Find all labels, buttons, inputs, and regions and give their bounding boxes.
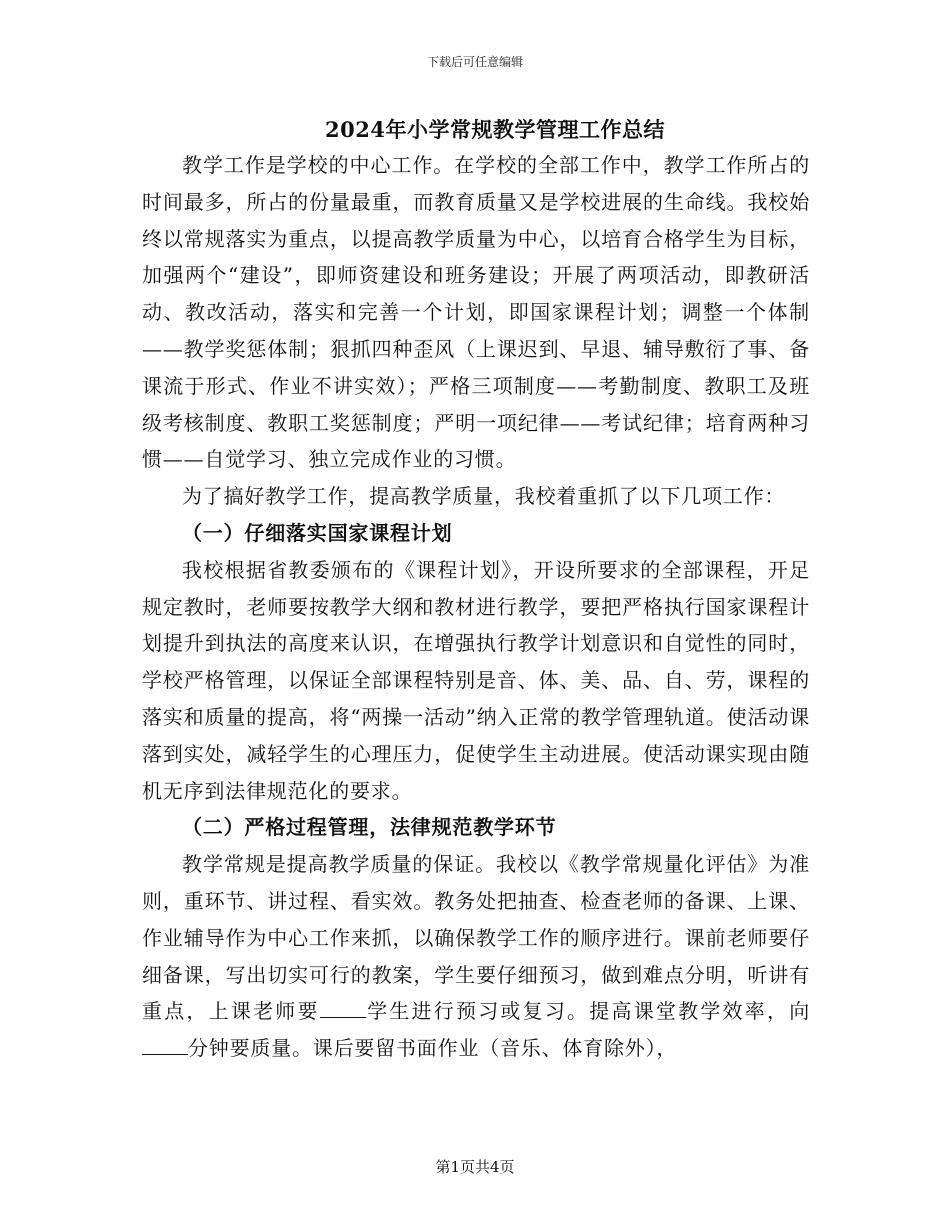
fill-in-blank bbox=[320, 997, 366, 1018]
section-2-paragraph bbox=[142, 846, 810, 1067]
page-number: 第1页共4页 bbox=[435, 1158, 515, 1176]
header-note: 下载后可任意编辑 bbox=[426, 55, 523, 69]
section-2-text-part2: 学生进行预习或复习。提高课堂教学效率，向 bbox=[365, 999, 810, 1024]
section-2-text-part3: 分钟要质量。课后要留书面作业（音乐、体育除外）， bbox=[188, 1036, 678, 1061]
section-1-heading: （一）仔细落实国家课程计划 bbox=[182, 520, 453, 545]
section-2-text-part1: 教学常规是提高教学质量的保证。我校以《教学常规量化评估》为准则，重环节、讲过程、看实效。教务处把抽查、检查老师的备课、上课、作业辅导作为中心工作来抓，以确保教学工作的顺序进行。课前老师要仔细备课，写出切实可行的教案，学生要仔细预习，做到难点分明，听讲有重点，上课老师要 bbox=[142, 852, 810, 1024]
intro-paragraph: 教学工作是学校的中心工作。在学校的全部工作中，教学工作所占的时间最多，所占的份量最重，而教育质量又是学校进展的生命线。我校始终以常规落实为重点，以提高教学质量为中心，以培育合格学生为目标，加强两个“建设”，即师资建设和班务建设；开展了两项活动，即教研活动、教改活动，落实和完善一个计划，即国家课程计划；调整一个体制——教学奖惩体制；狠抓四种歪风（上课迟到、早退、辅导敷衍了事、备课流于形式、作业不讲实效）；严格三项制度——考勤制度、教职工及班级考核制度、教职工奖惩制度；严明一项纪律——考试纪律；培育两种习惯——自觉学习、独立完成作业的习惯。 bbox=[142, 153, 810, 472]
focus-paragraph: 为了搞好教学工作，提高教学质量，我校着重抓了以下几项工作： bbox=[182, 484, 786, 509]
document-title: 2024年小学常规教学管理工作总结 bbox=[325, 117, 665, 142]
section-1-paragraph: 我校根据省教委颁布的《课程计划》，开设所要求的全部课程，开足规定教时，老师要按教学大纲和教材进行教学，要把严格执行国家课程计划提升到执法的高度来认识，在增强执行教学计划意识和自觉性的同时，学校严格管理，以保证全部课程特别是音、体、美、品、自、劳，课程的落实和质量的提高，将“两操一活动”纳入正常的教学管理轨道。使活动课落到实处，减轻学生的心理压力，促使学生主动进展。使活动课实现由随机无序到法律规范化的要求。 bbox=[142, 557, 810, 803]
document-body bbox=[142, 147, 810, 1067]
section-2-heading: （二）严格过程管理，法律规范教学环节 bbox=[182, 815, 557, 840]
fill-in-blank bbox=[142, 1034, 188, 1055]
